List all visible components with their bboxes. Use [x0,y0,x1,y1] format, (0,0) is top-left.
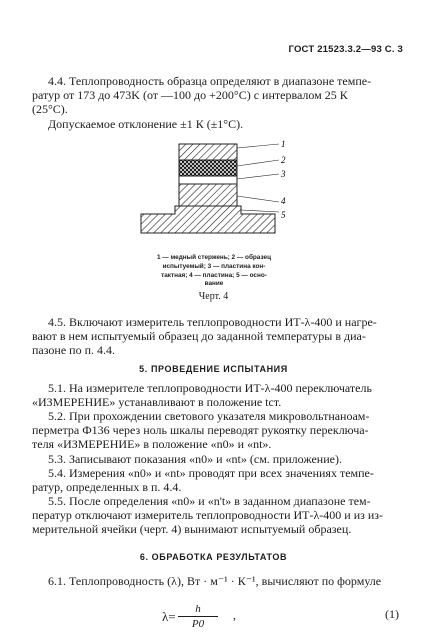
page-header: ГОСТ 21523.3.2—93 С. 3 [288,44,403,55]
formula-fraction [178,603,218,630]
section-5-line4: перметра Ф136 через ноль шкалы переводят рукоятку переключа- [32,423,369,437]
section-5-line10: ператур отключают измеритель теплопроводности ИТ-λ-400 и из из- [32,508,384,522]
section-5-line9: 5.5. После определения «n0» и «n't» в заданном диапазоне тем- [48,494,371,508]
legend-line4: вание [204,280,224,288]
test-sample [179,160,237,176]
paragraph-4-5-line2: вают в нем испытуемый образец до заданной температуры в диа- [32,329,366,343]
section-6-line1: 6.1. Теплопроводность (λ), Вт · м⁻¹ · К⁻¹, вычисляют по формуле [48,574,382,588]
paragraph-4-4-line2: ратур от 173 до 473K (от —100 до +200°C) с интервалом 25 К [32,88,348,102]
formula-comma: , [233,608,236,622]
section-5-line7: 5.4. Измерения «n0» и «nt» проводят при всех значениях темпе- [48,466,374,480]
legend-line1: 1 — медный стержень; 2 — образец [156,254,272,261]
section-5-line3: 5.2. При прохождении светового указателя микровольтнаноам- [48,409,370,423]
label-1: 1 [281,139,286,149]
label-3: 3 [281,169,286,179]
base [141,206,275,233]
formula-1 [0,603,427,633]
paragraph-4-4-line3: (25°С). [32,102,68,116]
fraction-bar [178,616,218,617]
label-4: 4 [281,196,286,206]
plate [179,184,237,206]
paragraph-4-4-line1: 4.4. Теплопроводность образца определяют в диапазоне темпе- [48,74,372,88]
section-5-line1: 5.1. На измерителе теплопроводности ИТ-λ-400 переключатель [48,381,372,395]
formula-denominator: P0 [191,618,205,630]
section-6-title: 6. ОБРАБОТКА РЕЗУЛЬТАТОВ [139,552,288,562]
legend-line3: тактная; 4 — пластина; 5 — осно- [161,271,267,279]
contact-plate [179,176,237,184]
section-5-line8: ратур, определенных в п. 4.4. [32,480,182,494]
label-5: 5 [281,210,286,220]
section-5-line5: теля «ИЗМЕРЕНИЕ» в положение «n0» и «nt». [32,437,272,451]
section-5-line2: «ИЗМЕРЕНИЕ» устанавливают в положение tст. [32,395,282,409]
figure-legend [128,254,300,289]
label-2: 2 [281,155,286,165]
legend-line2: испытуемый; 3 — пластина кон- [162,262,266,270]
measuring-cell-diagram [135,138,303,250]
section-5-line6: 5.3. Записывают показания «n0» и «nt» (см. приложение). [48,452,342,466]
figure-caption: Черт. 4 [198,291,229,302]
paragraph-4-5-line1: 4.5. Включают измеритель теплопроводности ИТ-λ-400 и нагре- [48,315,377,329]
copper-rod [179,144,237,160]
section-5-line11: мерительной ячейки (черт. 4) вынимают испытуемый образец. [32,522,352,536]
formula-number: (1) [385,607,399,621]
paragraph-4-5-line3: пазоне по п. 4.4. [32,343,116,357]
formula-lhs: λ= [162,609,176,624]
paragraph-4-4-tolerance: Допускаемое отклонение ±1 К (±1°С). [48,117,244,131]
section-5-title: 5. ПРОВЕДЕНИЕ ИСПЫТАНИЯ [139,364,288,374]
formula-numerator: h [195,603,201,615]
